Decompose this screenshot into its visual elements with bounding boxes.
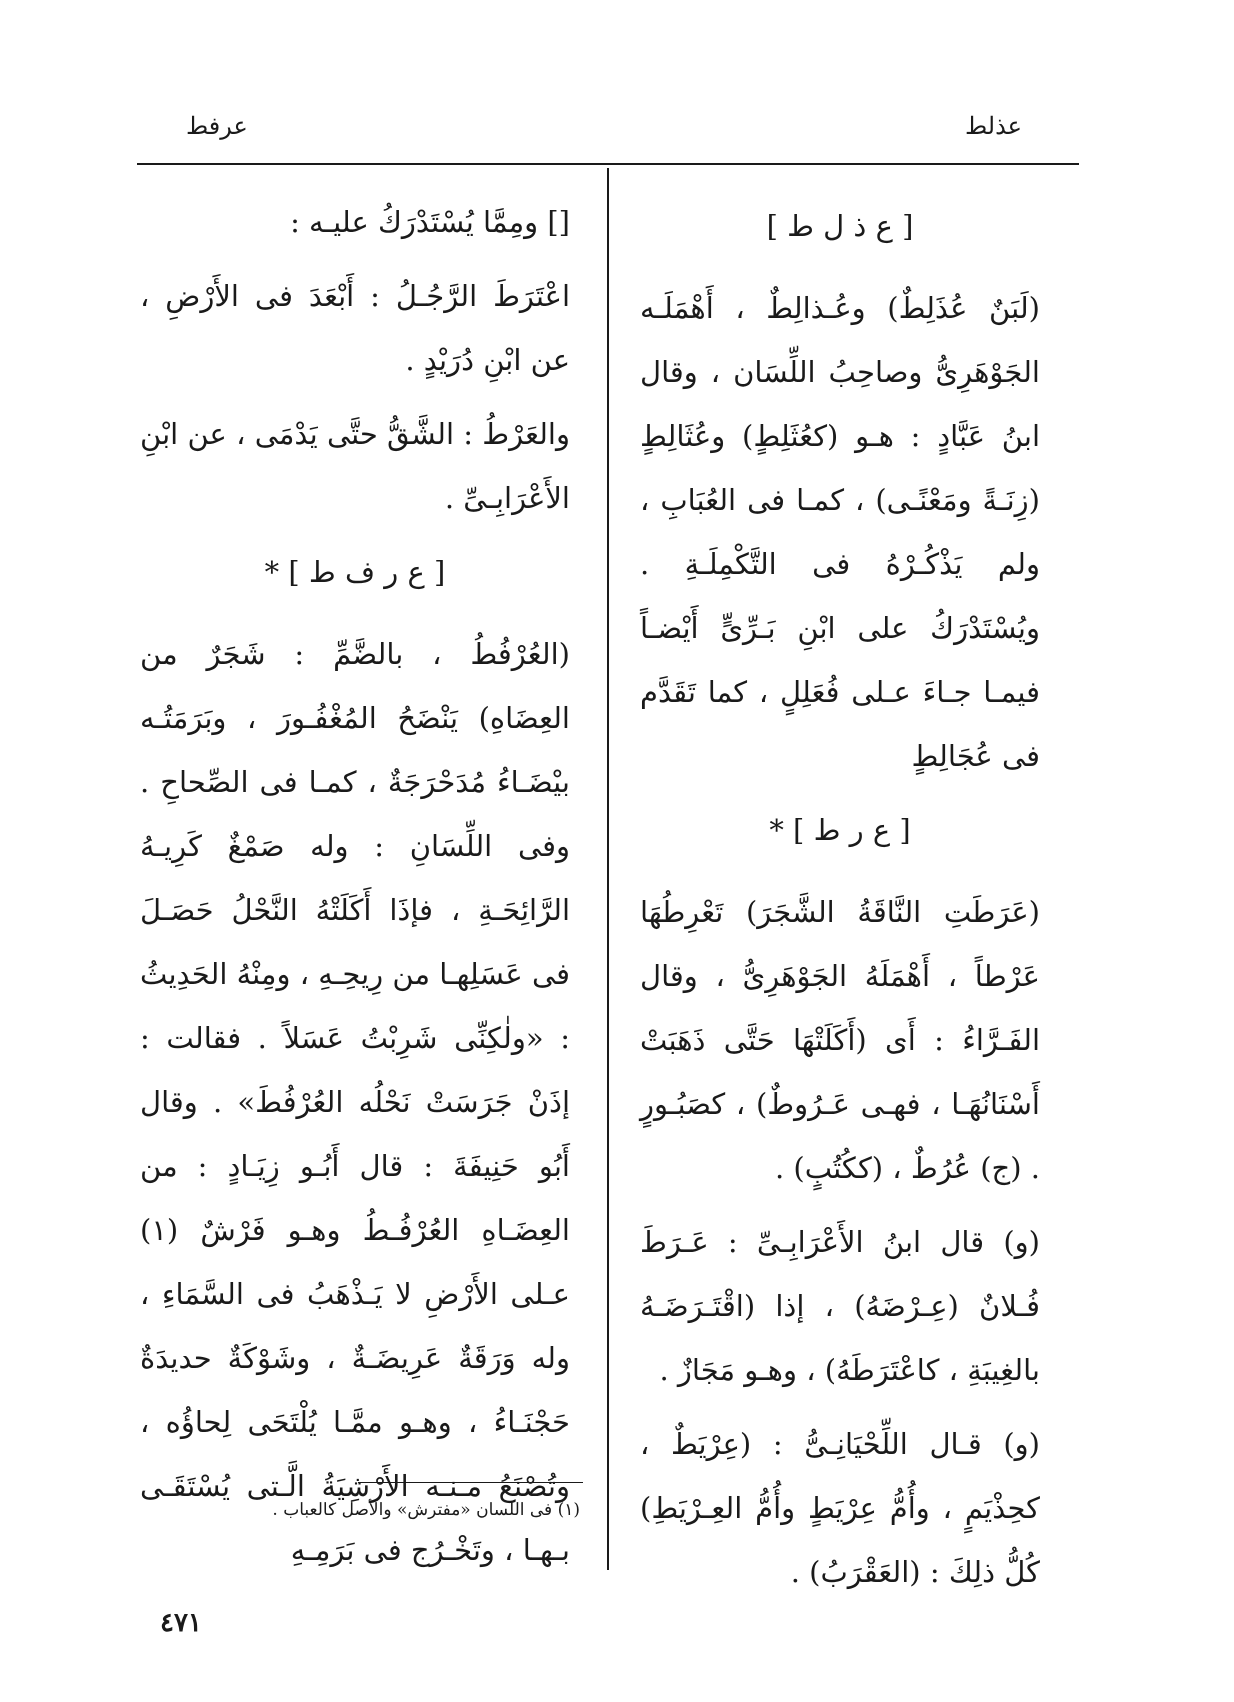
entry-text-adhalat: (لَبَنٌ عُذَلِطٌ) وعُـذالِطٌ ، أَهْمَلَـه الجَوْهَرِىُّ وصاحِبُ اللِّسَان ، وقال ابنُ عَبَّادٍ : هـو (كعُثَلِطٍ) وعُثَالِطٍ (زِنَـةً ومَعْنًـى) ، كمـا فى العُبَابِ ، ولم يَذْكُـرْهُ فى التَّكْمِلَـةِ . ويُسْتَدْرَكُ على ابْنِ بَـرِّىٍّ أَيْضـاً فيمـا جـاءَ عـلى فُعَلِلٍ ، كما تَقَدَّم فى عُجَالِطٍ <box>640 291 1040 773</box>
entry-text-arfat: (العُرْفُطُ ، بالضَّمِّ : شَجَرٌ من العِضَاهِ) يَنْضَحُ المُغْفُـورَ ، وبَرَمَتُـه بيْضَـاءُ مُدَحْرَجَةٌ ، كمـا فى الصِّحاحِ . وفى اللِّسَانِ : وله صَمْغٌ كَرِيـهُ الرَّائِحَـةِ ، فإذَا أَكَلَتْهُ النَّحْلُ حَصَـلَ فى عَسَلِهـا من رِيحِـهِ ، ومِنْهُ الحَدِيثُ : «ولٰكِنِّى شَرِبْتُ عَسَلاً . فقالت : إذَنْ جَرَسَتْ نَحْلُه العُرْفُطَ» . وقال أَبُو حَنِيفَةَ : قال أَبُـو زِيَـادٍ : من العِضَـاهِ العُرْفُـطُ وهـو فَرْشٌ (١) عـلى الأَرْضِ لا يَـذْهَبُ فى السَّمَاءِ ، وله وَرَقَةٌ عَرِيضَـةٌ ، وشَوْكَةٌ حديدَةٌ حَجْنَـاءُ ، وهـو ممَّـا يُلْتَحَى لِحاؤُه ، وتُصْنَعُ مـنـه الأَرْشِيَةُ الَّـتى يُسْتَقَـى بـهـا ، وتَخْـرُج فى بَرَمِـهِ <box>140 637 570 1567</box>
running-head-left: عرفط <box>186 112 248 140</box>
entry-heading-arat: [ ع ر ط ] * <box>769 813 911 847</box>
entry-text-arat-1: (عَرَطَتِ النَّاقَةُ الشَّجَرَ) تَعْرِطُهَا عَرْطاً ، أَهْمَلَهُ الجَوْهَرِىُّ ، وقال الفَـرَّاءُ : أَى (أَكَلَتْهَا حَتَّى ذَهَبَتْ أَسْنَانُهَـا ، فهـى عَـرُوطٌ) ، كصَبُـورٍ . (ج) عُرُطٌ ، (ككُتُبٍ) . <box>640 895 1040 1185</box>
addendum-text-1: اعْتَرَطَ الرَّجُـلُ : أَبْعَدَ فى الأَرْضِ ، عن ابْنِ دُرَيْدٍ . <box>140 279 570 377</box>
running-head-right: عذلط <box>964 112 1022 140</box>
footnote: (١) فى اللسان «مفترش» والأصل كالعباب . <box>272 1500 580 1520</box>
addendum-heading: [] ومِمَّا يُسْتَدْرَكُ عليـه : <box>290 205 570 239</box>
addendum-text-2: والعَرْطُ : الشَّقُّ حتَّى يَدْمَى ، عن ابْنِ الأَعْرَابِـىِّ . <box>140 417 570 515</box>
page-number: ٤٧١ <box>160 1608 202 1638</box>
column-divider <box>607 168 609 1570</box>
entry-text-arat-2: (و) قال ابنُ الأَعْرَابِـىِّ : عَـرَطَ فُـلانٌ (عِـرْضَهُ) ، إذا (اقْتَـرَضَـهُ بالغِيبَةِ ، كاعْتَرَطَهُ) ، وهـو مَجَازٌ . <box>640 1225 1040 1387</box>
entry-heading-adhalat: [ ع ذ ل ط ] <box>766 209 914 243</box>
entry-heading-arfat: [ ع ر ف ط ] * <box>264 555 446 589</box>
right-column <box>640 190 1040 1614</box>
header-rule <box>137 163 1079 165</box>
entry-text-arat-3: (و) قـال اللِّحْيَانِـىُّ : (عِرْيَطٌ ، كحِذْيَمٍ ، وأُمُّ عِرْيَطٍ وأُمُّ العِـرْيَطِ) كُلُّ ذلِكَ : (العَقْرَبُ) . <box>640 1427 1040 1589</box>
footnote-rule <box>358 1482 583 1483</box>
left-column <box>140 190 570 1592</box>
